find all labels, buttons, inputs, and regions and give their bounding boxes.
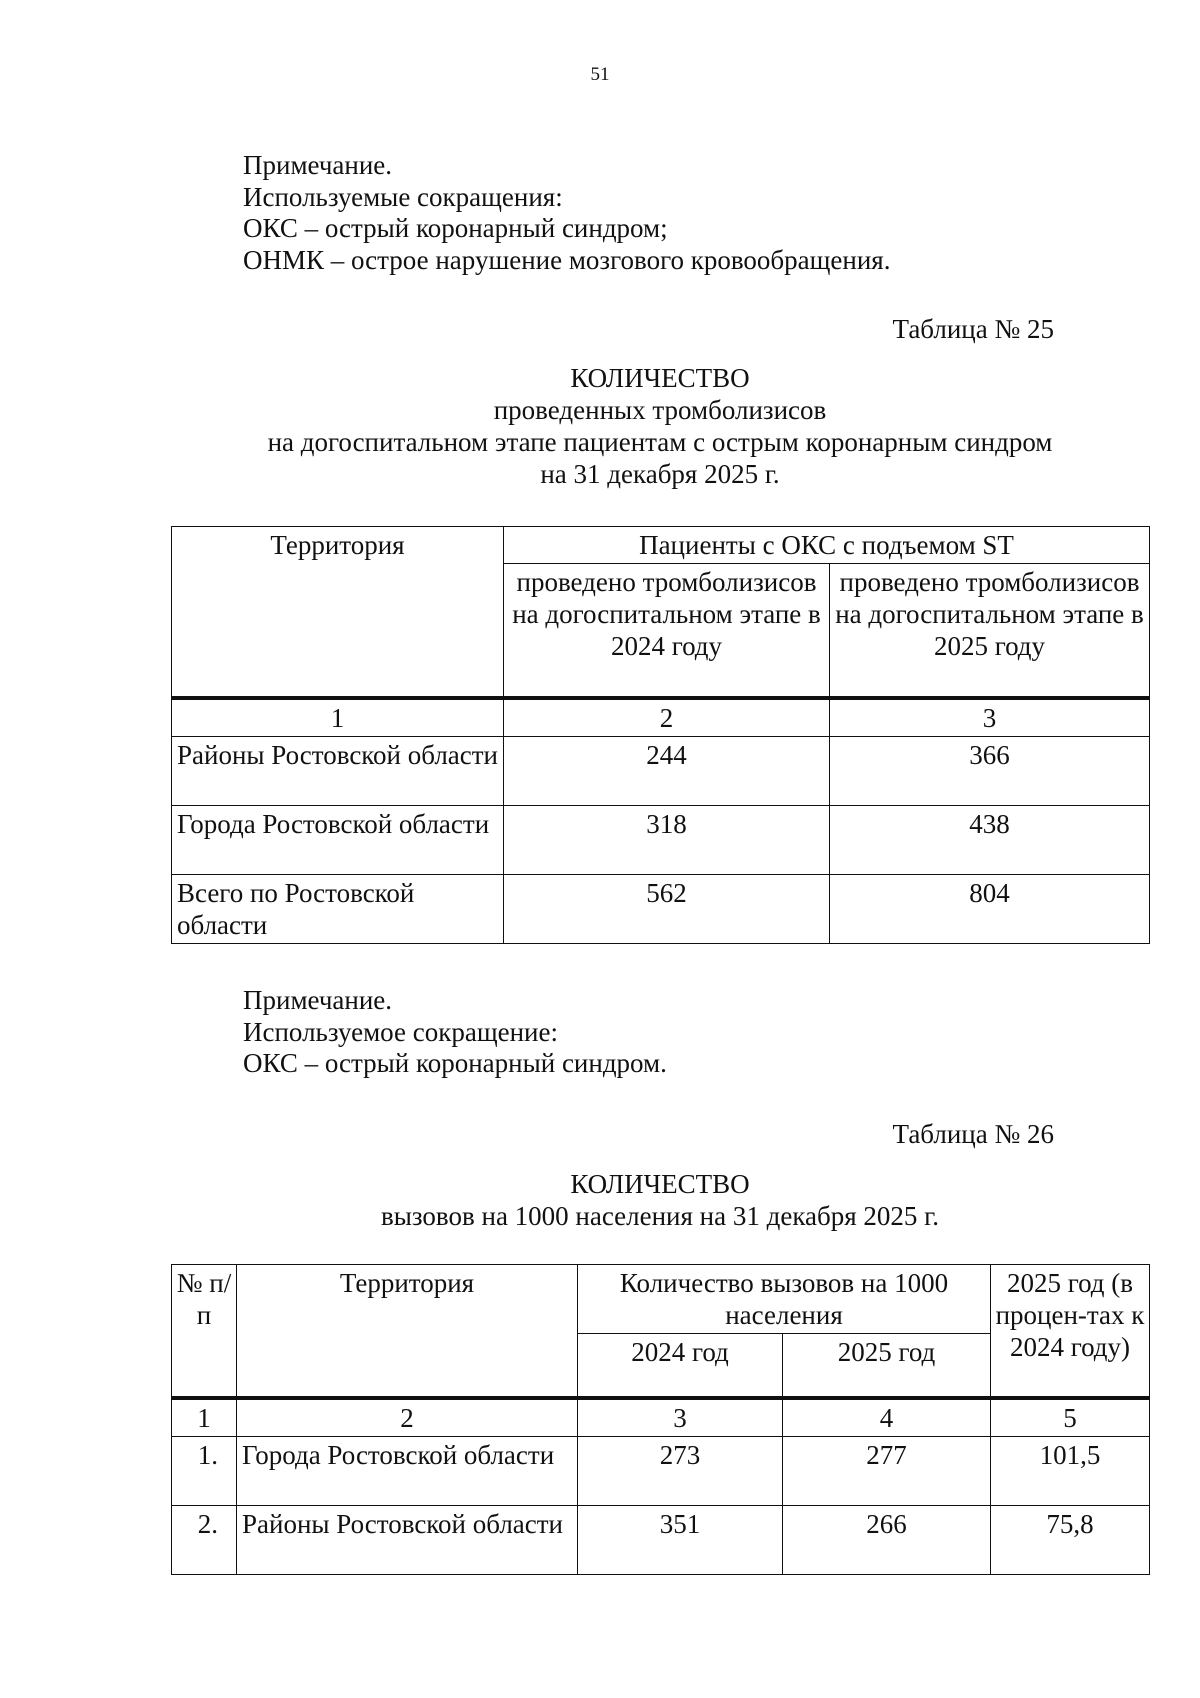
row-territory: Районы Ростовской области <box>172 737 504 806</box>
header-percent: 2025 год (в процен-тах к 2024 году) <box>991 1265 1150 1399</box>
row-value-2024: 273 <box>578 1437 783 1506</box>
row-percent: 101,5 <box>991 1437 1150 1506</box>
col-number: 4 <box>783 1398 991 1437</box>
col-number: 3 <box>830 698 1150 737</box>
row-value-2024: 562 <box>504 875 830 944</box>
table-26-label: Таблица № 26 <box>892 1119 1054 1149</box>
header-number: № п/п <box>172 1265 237 1399</box>
page-number: 51 <box>590 64 610 85</box>
title-line: на догоспитальном этапе пациентам с острым коронарным синдром <box>267 427 1053 457</box>
col-number: 2 <box>237 1398 578 1437</box>
header-2024: 2024 год <box>578 1334 783 1399</box>
row-territory: Города Ростовской области <box>172 806 504 875</box>
note-abbreviations-2 <box>243 985 667 1080</box>
note-heading: Примечание. <box>243 985 393 1015</box>
header-col-2024: проведено тромболизисов на догоспитальном этапе в 2024 году <box>504 564 830 699</box>
header-group: Количество вызовов на 1000 населения <box>578 1265 991 1334</box>
table-row <box>172 737 1150 806</box>
note-line: ОКС – острый коронарный синдром. <box>243 1048 667 1078</box>
title-line: проведенных тромболизисов <box>493 395 827 425</box>
row-value-2025: 438 <box>830 806 1150 875</box>
row-value-2025: 266 <box>783 1506 991 1575</box>
header-2025: 2025 год <box>783 1334 991 1399</box>
row-value-2025: 277 <box>783 1437 991 1506</box>
title-line: КОЛИЧЕСТВО <box>570 1169 750 1199</box>
table-row <box>172 1506 1150 1575</box>
row-territory: Всего по Ростовской области <box>172 875 504 944</box>
note-abbreviations-1 <box>243 150 890 276</box>
table-row <box>172 1437 1150 1506</box>
row-value-2024: 351 <box>578 1506 783 1575</box>
row-value-2025: 366 <box>830 737 1150 806</box>
table-row <box>172 806 1150 875</box>
table-25 <box>171 526 1150 944</box>
col-number: 1 <box>172 698 504 737</box>
table-25-label: Таблица № 25 <box>892 314 1054 344</box>
row-value-2024: 244 <box>504 737 830 806</box>
table-26-title <box>0 1168 1200 1232</box>
title-line: вызовов на 1000 населения на 31 декабря 2025 г. <box>381 1201 939 1231</box>
note-heading: Примечание. <box>243 150 393 180</box>
header-group: Пациенты с ОКС с подъемом ST <box>504 527 1150 564</box>
table-26 <box>171 1264 1150 1575</box>
note-intro: Используемое сокращение: <box>243 1016 558 1047</box>
table-row <box>172 875 1150 944</box>
header-col-2025: проведено тромболизисов на догоспитальном этапе в 2025 году <box>830 564 1150 699</box>
note-line: ОНМК – острое нарушение мозгового кровообращения. <box>243 244 891 275</box>
row-number: 1. <box>172 1437 237 1506</box>
row-territory: Районы Ростовской области <box>237 1506 578 1575</box>
col-number: 3 <box>578 1398 783 1437</box>
row-number: 2. <box>172 1506 237 1575</box>
col-number: 1 <box>172 1398 237 1437</box>
row-value-2024: 318 <box>504 806 830 875</box>
title-line: на 31 декабря 2025 г. <box>540 459 780 489</box>
col-number: 5 <box>991 1398 1150 1437</box>
note-line: ОКС – острый коронарный синдром; <box>243 213 668 243</box>
col-number: 2 <box>504 698 830 737</box>
header-territory: Территория <box>237 1265 578 1399</box>
title-line: КОЛИЧЕСТВО <box>570 363 750 393</box>
row-value-2025: 804 <box>830 875 1150 944</box>
row-territory: Города Ростовской области <box>237 1437 578 1506</box>
note-intro: Используемые сокращения: <box>243 181 563 212</box>
table-25-title <box>0 362 1200 490</box>
header-territory: Территория <box>172 527 504 699</box>
row-percent: 75,8 <box>991 1506 1150 1575</box>
